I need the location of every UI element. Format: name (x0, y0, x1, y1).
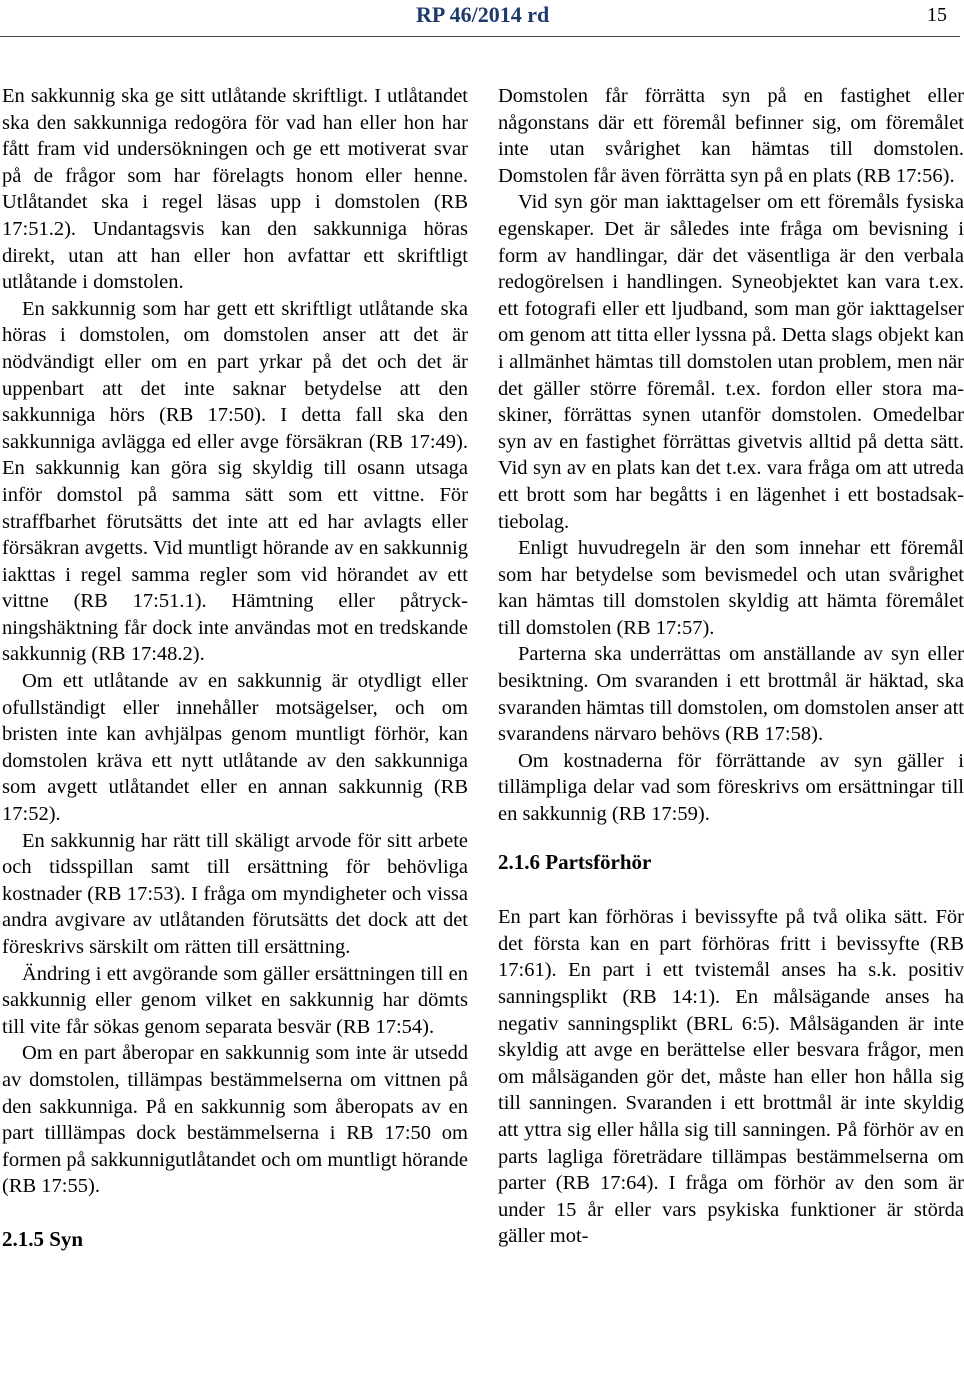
paragraph: En sakkunnig ska ge sitt utlåtande skriftligt. I utlåtandet ska den sakkunniga redogöra för vad han eller hon har fått fram vid undersökningen och ge ett motiverat svar på de frågor som har förelagts honom eller henne. Utlåtandet ska i regel läsas upp i domstolen (RB 17:51.2). Undantagsvis kan den sakkunniga höras direkt, utan att han eller hon avfattar ett skriftligt utlåtande i domstolen. (2, 85, 468, 294)
page-number: 15 (927, 4, 947, 26)
paragraph: Ändring i ett avgörande som gäller ersättningen till en sakkunnig eller genom vilket en sakkunnig har dömts till vite får sökas genom separata besvär (RB 17:54). (2, 962, 468, 1038)
paragraph: Vid syn gör man iakttagelser om ett föremåls fysiska egenskaper. Det är således inte fråga om bevisning i form av handlingar, där det väsentliga är den verbala redogörelsen i handlingen. Syneobjektet kan vara t.ex. ett fotografi eller ett ljudband, som man gör iakttagelser om genom att titta eller lyssna på. Detta slags objekt kan i allmänhet hämtas till domstolen utan problem, men när det gäller större föremål. t.ex. fordon eller stora maskiner, förrättas synen utanför domstolen. Omedelbar syn av en fastighet förrättas givetvis alltid på detta sätt. Vid syn av en plats kan det t.ex. vara fråga om att utreda ett brott som har begåtts i en lägenhet i ett bostadsaktiebolag. (498, 191, 964, 533)
section-heading: 2.1.5 Syn (2, 1226, 84, 1251)
document-id: RP 46/2014 rd (416, 2, 550, 27)
paragraph: Enligt huvudregeln är den som innehar ett föremål som har betydelse som bevismedel och utan svårighet kan hämtas till domstolen skyldig att hämta föremålet till domstolen (RB 17:57). (498, 537, 964, 639)
left-column (2, 83, 468, 1253)
paragraph: Om ett utlåtande av en sakkunnig är otydligt eller ofullständigt eller innehåller motsägelser, och om bristen inte kan avhjälpas genom muntligt förhör, kan domstolen kräva ett nytt utlåtande av den sakkunniga som avgett utlåtandet eller en annan sakkunnig (RB 17:52). (2, 670, 468, 826)
paragraph: Om kostnaderna för förrättande av syn gäller i tillämpliga delar vad som föreskrivs om ersättningar till en sakkunnig (RB 17:59). (498, 749, 964, 826)
paragraph: En sakkunnig har rätt till skäligt arvode för sitt arbete och tidsspillan samt till ersättning för behövliga kostnader (RB 17:53). I fråga om myndigheter och vissa andra avgivare av utlåtanden förutsätts det dock att det föreskrivs särskilt om rätten till ersättning. (2, 829, 468, 958)
section-heading: 2.1.6 Partsförhör (498, 849, 652, 874)
paragraph: Domstolen får förrätta syn på en fastighet eller någonstans där ett föremål befinner sig, om föremålet inte utan svårighet kan hämtas till domstolen. Domstolen får även förrätta syn på en plats (RB 17:56). (498, 85, 964, 187)
paragraph: Parterna ska underrättas om anställande av syn eller besiktning. Om svaranden i ett brottmål är häktad, ska svaranden hämtas till domstolen, om domstolen anser att svarandens närvaro behövs (RB 17:58). (498, 643, 964, 746)
page-header (0, 0, 960, 40)
header-divider (0, 36, 960, 37)
paragraph: En sakkunnig som har gett ett skriftligt utlåtande ska höras i domstolen, om domstolen anser att det är nödvändigt eller om en part yrkar på det och det är uppenbart att det inte saknar betydelse att den sakkunniga hörs (RB 17:50). I detta fall ska den sakkunniga avlägga ed eller avge försäkran (RB 17:49). En sakkunnig kan göra sig skyldig till osann utsaga inför domstol på samma sätt som ett vittne. För straffbarhet förutsätts det inte att ed har avlagts eller försäkran avgetts. Vid muntligt hörande av en sakkunnig iakttas i regel samma regler som vid hörandet av ett vittne (RB 17:51.1). Hämtning eller påtryckningshäktning får dock inte användas mot en tredskande sakkunnig (RB 17:48.2). (2, 297, 468, 666)
paragraph: En part kan förhöras i bevissyfte på två olika sätt. För det första kan en part förhöras fritt i bevissyfte (RB 17:61). En part i ett tvistemål anses ha s.k. positiv sanningsplikt (RB 14:1). En målsägande anses ha negativ sanningsplikt (BRL 6:5). Målsäganden är inte skyldig att avge en berättelse eller besvara frågor, men om målsäganden gör det, måste han eller hon hålla sig till sanningen. Svaranden i ett brottmål är inte skyldig att yttra sig eller hålla sig till sanningen. På förhör av en parts lagliga företrädare tillämpas bestämmelserna om parter (RB 17:64). I fråga om förhör av den som är under 15 år eller vars psykiska funktioner är störda gäller mot- (498, 906, 964, 1248)
paragraph: Om en part åberopar en sakkunnig som inte är utsedd av domstolen, tillämpas bestämmelserna om vittnen på den sakkunniga. På en sakkunnig som åberopats av en part tilllämpas dock bestämmelserna i RB 17:50 om formen på sakkunnigutlåtandet och om muntligt hörande (RB 17:55). (2, 1042, 468, 1198)
right-column (498, 83, 964, 1250)
